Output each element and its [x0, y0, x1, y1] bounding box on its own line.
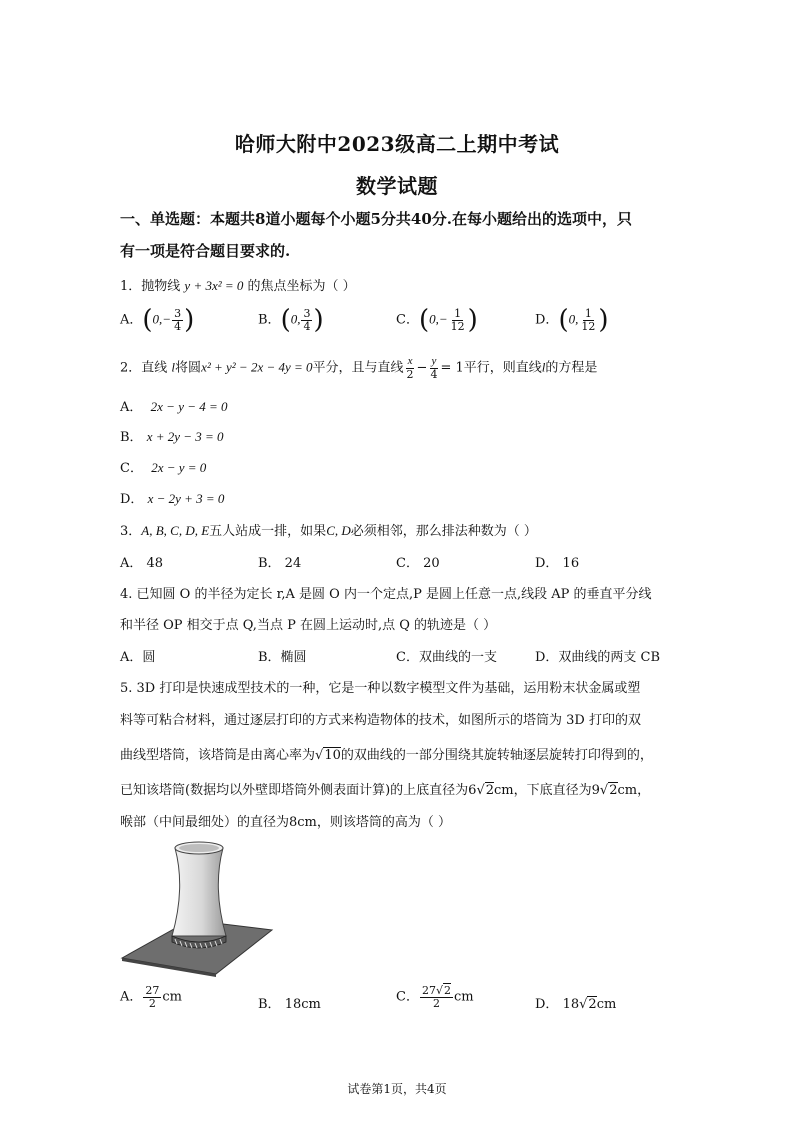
section-header-line2: 有一项是符合题目要求的. [120, 242, 291, 260]
q1-option-b[interactable]: B．(0, $\frac{3}{4}$ ) [258, 305, 324, 335]
q1-option-c[interactable]: C．(0,− $\frac{1}{12}$ ) [396, 305, 478, 335]
question-4-line1: 4. 已知圆 O 的半径为定长 r,A 是圆 O 内一个定点,P 是圆上任意一点,线段 AP 的垂直平分线 [120, 587, 652, 602]
q5-option-d[interactable]: D． 18√2cm [535, 997, 617, 1012]
q5-option-b[interactable]: B． 18cm [258, 997, 321, 1012]
q2-option-b[interactable]: B． x + 2y − 3 = 0 [120, 429, 224, 445]
question-5-line5: 喉部（中间最细处）的直径为8cm，则该塔筒的高为（ ） [120, 815, 452, 830]
q1-option-a[interactable]: A．(0,− $\frac{3}{4}$ ) [120, 305, 195, 335]
q1-option-d[interactable]: D．(0, $\frac{1}{12}$ ) [535, 305, 609, 335]
question-2-stem: 2．直线 l将圆x² + y² − 2x − 4y = 0平分，且与直线 $\frac{x}{2}$ − $\frac{y}{4}$ = 1平行，则直线l的方程是 [120, 355, 598, 381]
question-5-line2: 料等可粘合材料，通过逐层打印的方式来构造物体的技术，如图所示的塔筒为 3D 打印的双 [120, 713, 641, 728]
q4-option-a[interactable]: A．圆 [120, 650, 156, 665]
q4-option-c[interactable]: C．双曲线的一支 [396, 650, 497, 665]
exam-subtitle: 数学试题 [356, 174, 438, 198]
exam-title: 哈师大附中2023级高二上期中考试 [234, 132, 560, 156]
question-4-line2: 和半径 OP 相交于点 Q,当点 P 在圆上运动时,点 Q 的轨迹是（ ） [120, 618, 497, 633]
question-1-stem: 1．抛物线 y + 3x² = 0 的焦点坐标为（ ） [120, 278, 356, 294]
section-header-line1: 一、单选题：本题共8道小题每个小题5分共40分.在每小题给出的选项中，只 [120, 210, 632, 228]
page-footer: 试卷第1页，共4页 [347, 1082, 447, 1096]
q5-option-c[interactable]: C． $\frac{27√2}{2}$ cm [396, 984, 474, 1010]
question-5-line4: 已知该塔筒(数据均以外壁即塔筒外侧表面计算)的上底直径为6√2cm，下底直径为9√2cm， [120, 783, 651, 798]
tower-figure [120, 838, 280, 978]
question-5-line3: 曲线型塔筒，该塔筒是由离心率为√10的双曲线的一部分围绕其旋转轴逐层旋转打印得到的， [120, 748, 653, 763]
q3-option-d[interactable]: D． 16 [535, 556, 580, 571]
q2-option-a[interactable]: A． 2x − y − 4 = 0 [120, 399, 228, 415]
q4-option-d[interactable]: D．双曲线的两支 CB [535, 650, 661, 665]
q2-option-c[interactable]: C． 2x − y = 0 [120, 460, 207, 476]
q2-option-d[interactable]: D． x − 2y + 3 = 0 [120, 491, 225, 507]
q3-option-b[interactable]: B． 24 [258, 556, 302, 571]
q5-option-a[interactable]: A． $\frac{27}{2}$ cm [120, 984, 182, 1010]
q4-option-b[interactable]: B．椭圆 [258, 650, 307, 665]
q3-option-c[interactable]: C． 20 [396, 556, 440, 571]
question-3-stem: 3．A, B, C, D, E五人站成一排，如果C, D必须相邻，那么排法种数为（ ） [120, 523, 537, 539]
question-5-line1: 5. 3D 打印是快速成型技术的一种，它是一种以数字模型文件为基础，运用粉末状金属或塑 [120, 681, 641, 696]
q3-option-a[interactable]: A． 48 [120, 556, 164, 571]
